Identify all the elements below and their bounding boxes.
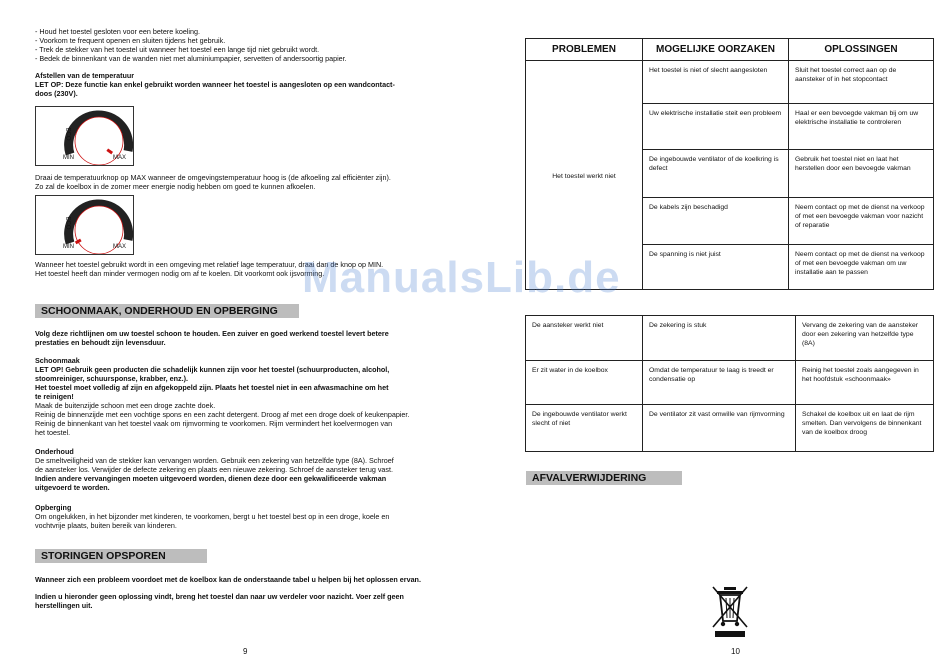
text-line: Draai de temperatuurknop op MAX wanneer de omgevingstemperatuur hoog is (de afkoeling zal efficiënter zijn). bbox=[35, 173, 391, 182]
crossed-bin-icon bbox=[711, 583, 749, 639]
solution-cell: Vervang de zekering van de aansteker door een zekering van hetzelfde type (8A) bbox=[796, 316, 934, 361]
section-heading-disposal: AFVALVERWIJDERING bbox=[526, 471, 682, 485]
problem-cell: De aansteker werkt niet bbox=[526, 316, 643, 361]
text-line: Het toestel heeft dan minder vermogen nodig om af te koelen. Dit voorkomt ook ijsvorming. bbox=[35, 269, 325, 278]
text-line: Het toestel moet volledig af zijn en afgekoppeld zijn. Plaats het toestel niet in een afwasmachine om het bbox=[35, 383, 389, 392]
text-line: de aansteker los. Verwijder de defecte zekering en plaats een nieuwe zekering. Schroef de aansteker terug vast. bbox=[35, 465, 393, 474]
onderhoud-block bbox=[35, 447, 455, 492]
text-line: Om ongelukken, in het bijzonder met kinderen, te voorkomen, bergt u het toestel best op in een droge, koele en bbox=[35, 512, 390, 521]
text-line: Wanneer zich een probleem voordoet met de koelbox kan de onderstaande tabel u helpen bij het oplossen ervan. bbox=[35, 575, 421, 584]
solution-cell: Sluit het toestel correct aan op de aansteker of in het stopcontact bbox=[789, 61, 934, 104]
watermark-text: ManualsLib.de bbox=[302, 253, 621, 302]
cause-cell: De ventilator zit vast omwille van rijmvorming bbox=[643, 405, 796, 452]
section-heading-troubleshooting: STORINGEN OPSPOREN bbox=[35, 549, 207, 563]
solution-cell: Neem contact op met de dienst na verkoop of met een bevoegde vakman om uw installatie aan te passen bbox=[789, 245, 934, 290]
column-header: OPLOSSINGEN bbox=[789, 39, 934, 61]
cause-cell: Uw elektrische installatie steit een probleem bbox=[643, 104, 789, 150]
text-line: De smeltveiligheid van de stekker kan vervangen worden. Gebruik een zekering van hetzelfde type (8A). Schroef bbox=[35, 456, 394, 465]
table-row bbox=[526, 405, 934, 452]
problem-cell: De ingebouwde ventilator werkt slecht of niet bbox=[526, 405, 643, 452]
column-header: PROBLEMEN bbox=[526, 39, 643, 61]
dial-max-label: MAX bbox=[113, 244, 127, 250]
page-number-right: 10 bbox=[731, 647, 740, 656]
text-line: Indien andere vervangingen moeten uitgevoerd worden, dienen deze door een gekwalificeerde vakman bbox=[35, 474, 387, 483]
list-item: - Bedek de binnenkant van de wanden niet met aluminiumpapier, servetten of andersoortig papier. bbox=[35, 54, 347, 63]
table-header-row bbox=[526, 39, 934, 61]
column-header: MOGELIJKE OORZAKEN bbox=[643, 39, 789, 61]
dial1-description bbox=[35, 173, 455, 191]
text-line: Reinig de binnenzijde met een vochtige spons en een zacht detergent. Droog af met een droge doek of keukenpapier. bbox=[35, 410, 410, 419]
list-item: - Trek de stekker van het toestel uit wanneer het toestel een lange tijd niet gebruikt wordt. bbox=[35, 45, 320, 54]
page-number-left: 9 bbox=[243, 647, 248, 656]
list-item: - Voorkom te frequent openen en sluiten tijdens het gebruik. bbox=[35, 36, 226, 45]
text-line: te reinigen! bbox=[35, 392, 74, 401]
solution-cell: Schakel de koelbox uit en laat de rijm smelten. Dan vervolgens de binnenkant van de koelbox droog bbox=[796, 405, 934, 452]
text-line: Reinig de binnenkant van het toestel vaak om rijmvorming te voorkomen. Rijm vermindert het koelvermogen van bbox=[35, 419, 393, 428]
thermostat-dial-max bbox=[35, 106, 134, 166]
section-heading-cleaning: SCHOONMAAK, ONDERHOUD EN OPBERGING bbox=[35, 304, 299, 318]
dial-eco-label: ECO bbox=[64, 216, 71, 230]
subheading: Schoonmaak bbox=[35, 356, 80, 365]
note-line: doos (230V). bbox=[35, 89, 78, 98]
cause-cell: De ingebouwde ventilator of de koelkring is defect bbox=[643, 150, 789, 198]
subheading: Onderhoud bbox=[35, 447, 74, 456]
troubleshooting-intro bbox=[35, 575, 455, 610]
table-row bbox=[526, 61, 934, 104]
troubleshooting-table-2 bbox=[525, 315, 934, 452]
problem-cell: Er zit water in de koelbox bbox=[526, 361, 643, 405]
dial-min-label: MIN bbox=[63, 155, 74, 161]
dial-eco-label: ECO bbox=[64, 127, 71, 141]
temperature-note bbox=[35, 80, 455, 98]
schoonmaak-block bbox=[35, 356, 455, 437]
text-line: Volg deze richtlijnen om uw toestel schoon te houden. Een zuiver en goed werkend toestel levert betere bbox=[35, 329, 389, 338]
cause-cell: De kabels zijn beschadigd bbox=[643, 198, 789, 245]
cause-cell: De spanning is niet juist bbox=[643, 245, 789, 290]
table-row bbox=[526, 316, 934, 361]
cause-cell: Omdat de temperatuur te laag is treedt er condensatie op bbox=[643, 361, 796, 405]
list-item: - Houd het toestel gesloten voor een betere koeling. bbox=[35, 27, 201, 36]
dial-min-label: MIN bbox=[63, 244, 74, 250]
cause-cell: De zekering is stuk bbox=[643, 316, 796, 361]
temperature-heading: Afstellen van de temperatuur bbox=[35, 71, 135, 80]
text-line: het toestel. bbox=[35, 428, 71, 437]
table-row bbox=[526, 361, 934, 405]
solution-cell: Haal er een bevoegde vakman bij om uw elektrische installatie te controleren bbox=[789, 104, 934, 150]
text-line: stoomreiniger, schuursponse, krabber, enz.). bbox=[35, 374, 188, 383]
cleaning-intro bbox=[35, 329, 455, 347]
text-line: Wanneer het toestel gebruikt wordt in een omgeving met relatief lage temperatuur, draai dan de knop op MIN. bbox=[35, 260, 384, 269]
problem-cell: Het toestel werkt niet bbox=[526, 61, 643, 290]
note-line: LET OP: Deze functie kan enkel gebruikt worden wanneer het toestel is aangesloten op een wandcontact- bbox=[35, 80, 395, 89]
solution-cell: Reinig het toestel zoals aangegeven in het hoofdstuk «schoonmaak» bbox=[796, 361, 934, 405]
text-line: herstellingen uit. bbox=[35, 601, 93, 610]
solution-cell: Neem contact op met de dienst na verkoop of met een bevoegde vakman voor nazicht of reparatie bbox=[789, 198, 934, 245]
dial-max-label: MAX bbox=[113, 155, 127, 161]
text-line: prestaties en behoudt zijn levensduur. bbox=[35, 338, 166, 347]
text-line: LET OP! Gebruik geen producten die schadelijk kunnen zijn voor het toestel (schuurproducten, alcohol, bbox=[35, 365, 390, 374]
subheading: Opberging bbox=[35, 503, 72, 512]
cause-cell: Het toestel is niet of slecht aangesloten bbox=[643, 61, 789, 104]
solution-cell: Gebruik het toestel niet en laat het herstellen door een bevoegde vakman bbox=[789, 150, 934, 198]
text-line: vochtvrije plaats, buiten bereik van kinderen. bbox=[35, 521, 177, 530]
text-line: Indien u hieronder geen oplossing vindt, breng het toestel dan naar uw verdeler voor nazicht. Voer zelf geen bbox=[35, 592, 404, 601]
text-line: Maak de buitenzijde schoon met een droge zachte doek. bbox=[35, 401, 216, 410]
bullet-list bbox=[35, 27, 455, 63]
thermostat-dial-min bbox=[35, 195, 134, 255]
text-line: Zo zal de koelbox in de zomer meer energie nodig hebben om goed te kunnen afkoelen. bbox=[35, 182, 316, 191]
text-line: uitgevoerd te worden. bbox=[35, 483, 110, 492]
opberging-block bbox=[35, 503, 455, 530]
